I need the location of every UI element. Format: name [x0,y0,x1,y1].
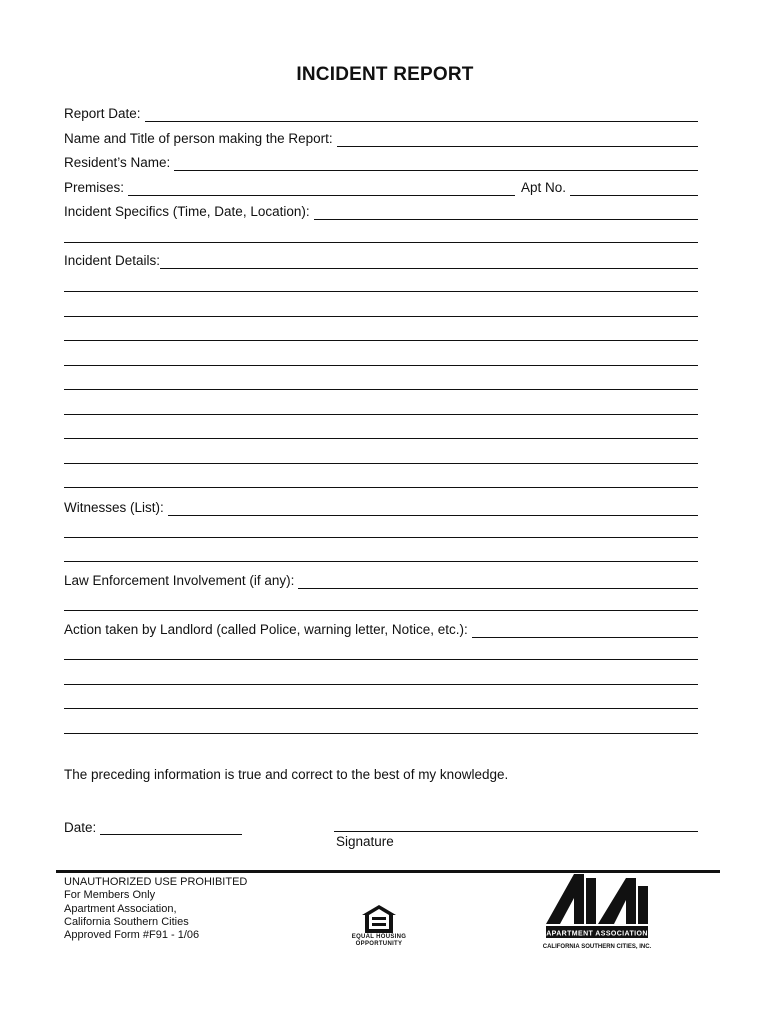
law-enforcement-field[interactable] [298,574,698,589]
certification-statement: The preceding information is true and correct to the best of my knowledge. [64,767,509,782]
footer-line: Apartment Association, [64,902,177,915]
date-label: Date: [64,820,97,835]
resident-name-field[interactable] [174,156,698,171]
person-making-report-field[interactable] [337,132,698,147]
signature-label: Signature [336,834,394,849]
footer-line: Approved Form #F91 - 1/06 [64,929,200,942]
incident-details-line[interactable] [64,487,698,488]
action-taken-line[interactable] [64,733,698,734]
incident-details-line[interactable] [64,414,698,415]
action-taken-row [64,620,698,638]
witnesses-line[interactable] [64,537,698,538]
incident-details-line[interactable] [64,463,698,464]
footer-line: For Members Only [64,889,156,902]
incident-details-line[interactable] [64,340,698,341]
action-taken-line[interactable] [64,659,698,660]
incident-specifics-label: Incident Specifics (Time, Date, Location): [64,204,310,219]
apt-no-field[interactable] [570,181,698,196]
equal-housing-opportunity-icon [361,904,397,934]
resident-name-label: Resident’s Name: [64,155,171,170]
premises-field[interactable] [128,181,515,196]
footer-line: California Southern Cities [64,915,189,928]
eho-caption-line: EQUAL HOUSING [351,934,407,940]
action-taken-field[interactable] [472,623,698,638]
apartment-association-logo [540,872,660,954]
premises-row [64,178,698,196]
report-date-label: Report Date: [64,106,141,121]
action-taken-label: Action taken by Landlord (called Police, warning letter, Notice, etc.): [64,622,468,637]
person-making-report-label: Name and Title of person making the Report: [64,131,333,146]
incident-details-row [64,251,698,269]
incident-details-line[interactable] [64,316,698,317]
report-date-field[interactable] [145,107,698,122]
footer-line: UNAUTHORIZED USE PROHIBITED [64,876,248,888]
incident-details-line[interactable] [64,389,698,390]
witnesses-line[interactable] [64,561,698,562]
equal-housing-opportunity-logo [348,904,410,948]
witnesses-field[interactable] [168,501,698,516]
association-name: APARTMENT ASSOCIATION [546,930,648,938]
eho-caption-line: OPPORTUNITY [355,941,403,947]
date-field[interactable] [100,820,242,835]
apartment-association-icon [540,872,660,954]
apt-no-label: Apt No. [520,180,566,195]
incident-details-line[interactable] [64,365,698,366]
incident-specifics-continuation-line[interactable] [64,242,698,243]
signature-line[interactable] [334,831,698,832]
action-taken-line[interactable] [64,708,698,709]
incident-details-field[interactable] [160,254,698,269]
resident-name-row [64,153,698,171]
incident-details-line[interactable] [64,438,698,439]
incident-details-line[interactable] [64,291,698,292]
incident-details-label: Incident Details: [64,253,161,268]
law-enforcement-row [64,571,698,589]
incident-specifics-field[interactable] [314,205,698,220]
page-title: INCIDENT REPORT [296,64,474,85]
premises-label: Premises: [64,180,125,195]
date-row [64,817,242,835]
report-date-row [64,104,698,122]
witnesses-row [64,498,698,516]
law-enforcement-label: Law Enforcement Involvement (if any): [64,573,295,588]
incident-specifics-row [64,202,698,220]
person-making-report-row [64,129,698,147]
association-region: CALIFORNIA SOUTHERN CITIES, INC. [542,944,652,950]
witnesses-label: Witnesses (List): [64,500,164,515]
action-taken-line[interactable] [64,684,698,685]
law-enforcement-line[interactable] [64,610,698,611]
footer-notice [64,876,247,942]
